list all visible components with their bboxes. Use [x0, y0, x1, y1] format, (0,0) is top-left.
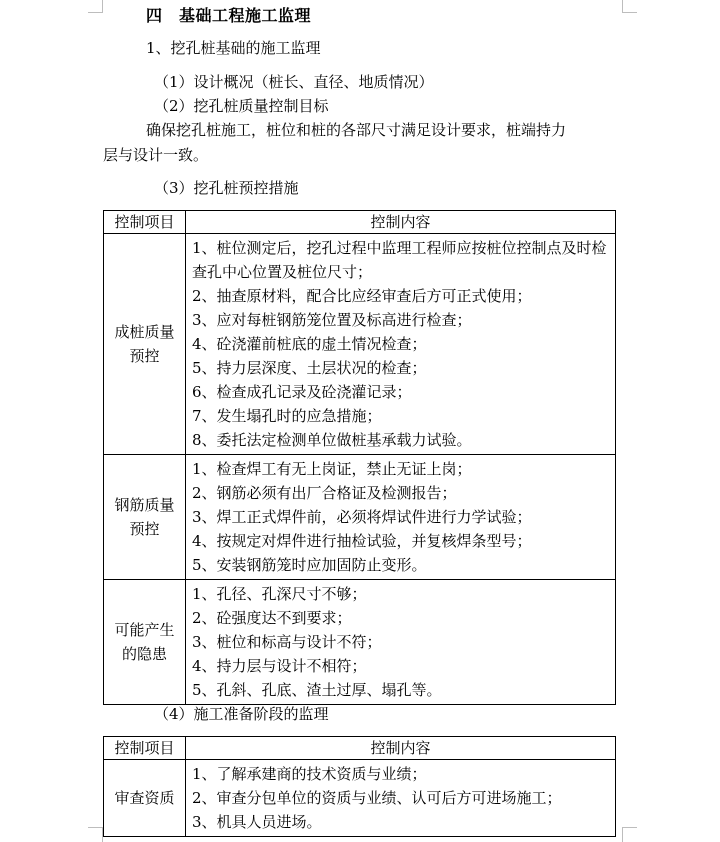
list-item: 2、审查分包单位的资质与业绩、认可后方可进场施工；: [192, 789, 562, 807]
table-header-row: [104, 737, 616, 760]
table-header-row: [104, 211, 616, 234]
content-cell: [186, 455, 616, 580]
category-label: 预控: [129, 347, 160, 365]
table-row: [104, 760, 616, 837]
header-control-content: 控制内容: [186, 211, 616, 234]
list-item: 3、焊工正式焊件前，必须将焊试件进行力学试验；: [192, 508, 532, 526]
table-row: [104, 580, 616, 705]
list-item: 3、应对每桩钢筋笼位置及标高进行检查；: [192, 311, 472, 329]
category-label: 可能产生: [114, 621, 175, 639]
list-item: 1、桩位测定后，挖孔过程中监理工程师应按桩位控制点及时检查孔中心位置及桩位尺寸；: [192, 239, 607, 281]
list-item: 6、检查成孔记录及砼浇灌记录；: [192, 383, 412, 401]
header-control-item: 控制项目: [104, 737, 186, 760]
list-item: 2、钢筋必须有出厂合格证及检测报告；: [192, 484, 457, 502]
category-cell: [104, 455, 186, 580]
category-label: 预控: [129, 520, 160, 538]
header-control-item: 控制项目: [104, 211, 186, 234]
pre-control-heading: （3）挖孔桩预控措施: [154, 179, 299, 197]
list-item: 3、机具人员进场。: [192, 813, 322, 831]
quality-goal-text-continued: 层与设计一致。: [103, 146, 209, 164]
category-label: 审查资质: [114, 789, 175, 807]
table-row: [104, 455, 616, 580]
prep-control-table: [103, 736, 616, 837]
table-row: [104, 234, 616, 455]
design-overview-heading: （1）设计概况（桩长、直径、地质情况）: [154, 73, 434, 91]
category-cell: [104, 580, 186, 705]
quality-goal-heading: （2）挖孔桩质量控制目标: [154, 97, 329, 115]
category-label: 的隐患: [121, 645, 167, 663]
list-item: 8、委托法定检测单位做桩基承载力试验。: [192, 431, 472, 449]
page-corner-mark: [622, 0, 637, 13]
page-corner-mark: [622, 827, 637, 842]
pile-control-table: [103, 210, 616, 705]
category-cell: [104, 760, 186, 837]
list-item: 5、安装钢筋笼时应加固防止变形。: [192, 556, 427, 574]
subsection-title: 1、挖孔桩基础的施工监理: [146, 39, 321, 57]
list-item: 4、砼浇灌前桩底的虚土情况检查；: [192, 335, 427, 353]
content-cell: [186, 580, 616, 705]
list-item: 1、孔径、孔深尺寸不够；: [192, 585, 367, 603]
list-item: 5、持力层深度、土层状况的检查；: [192, 359, 427, 377]
list-item: 1、了解承建商的技术资质与业绩；: [192, 765, 427, 783]
list-item: 5、孔斜、孔底、渣土过厚、塌孔等。: [192, 681, 442, 699]
category-label: 成桩质量: [114, 323, 175, 341]
list-item: 4、按规定对焊件进行抽检试验，并复核焊条型号；: [192, 532, 532, 550]
list-item: 2、抽查原材料，配合比应经审查后方可正式使用；: [192, 287, 532, 305]
page-corner-mark: [88, 827, 103, 842]
list-item: 7、发生塌孔时的应急措施；: [192, 407, 382, 425]
list-item: 2、砼强度达不到要求；: [192, 609, 352, 627]
list-item: 4、持力层与设计不相符；: [192, 657, 367, 675]
category-label: 钢筋质量: [114, 496, 175, 514]
section-heading: 四 基础工程施工监理: [146, 6, 312, 25]
header-control-content: 控制内容: [186, 737, 616, 760]
content-cell: [186, 234, 616, 455]
construction-prep-heading: （4）施工准备阶段的监理: [154, 705, 329, 723]
category-cell: [104, 234, 186, 455]
quality-goal-text: 确保挖孔桩施工，桩位和桩的各部尺寸满足设计要求，桩端持力: [146, 121, 567, 139]
list-item: 3、桩位和标高与设计不符；: [192, 633, 382, 651]
list-item: 1、检查焊工有无上岗证，禁止无证上岗；: [192, 460, 472, 478]
content-cell: [186, 760, 616, 837]
page-corner-mark: [88, 0, 103, 13]
